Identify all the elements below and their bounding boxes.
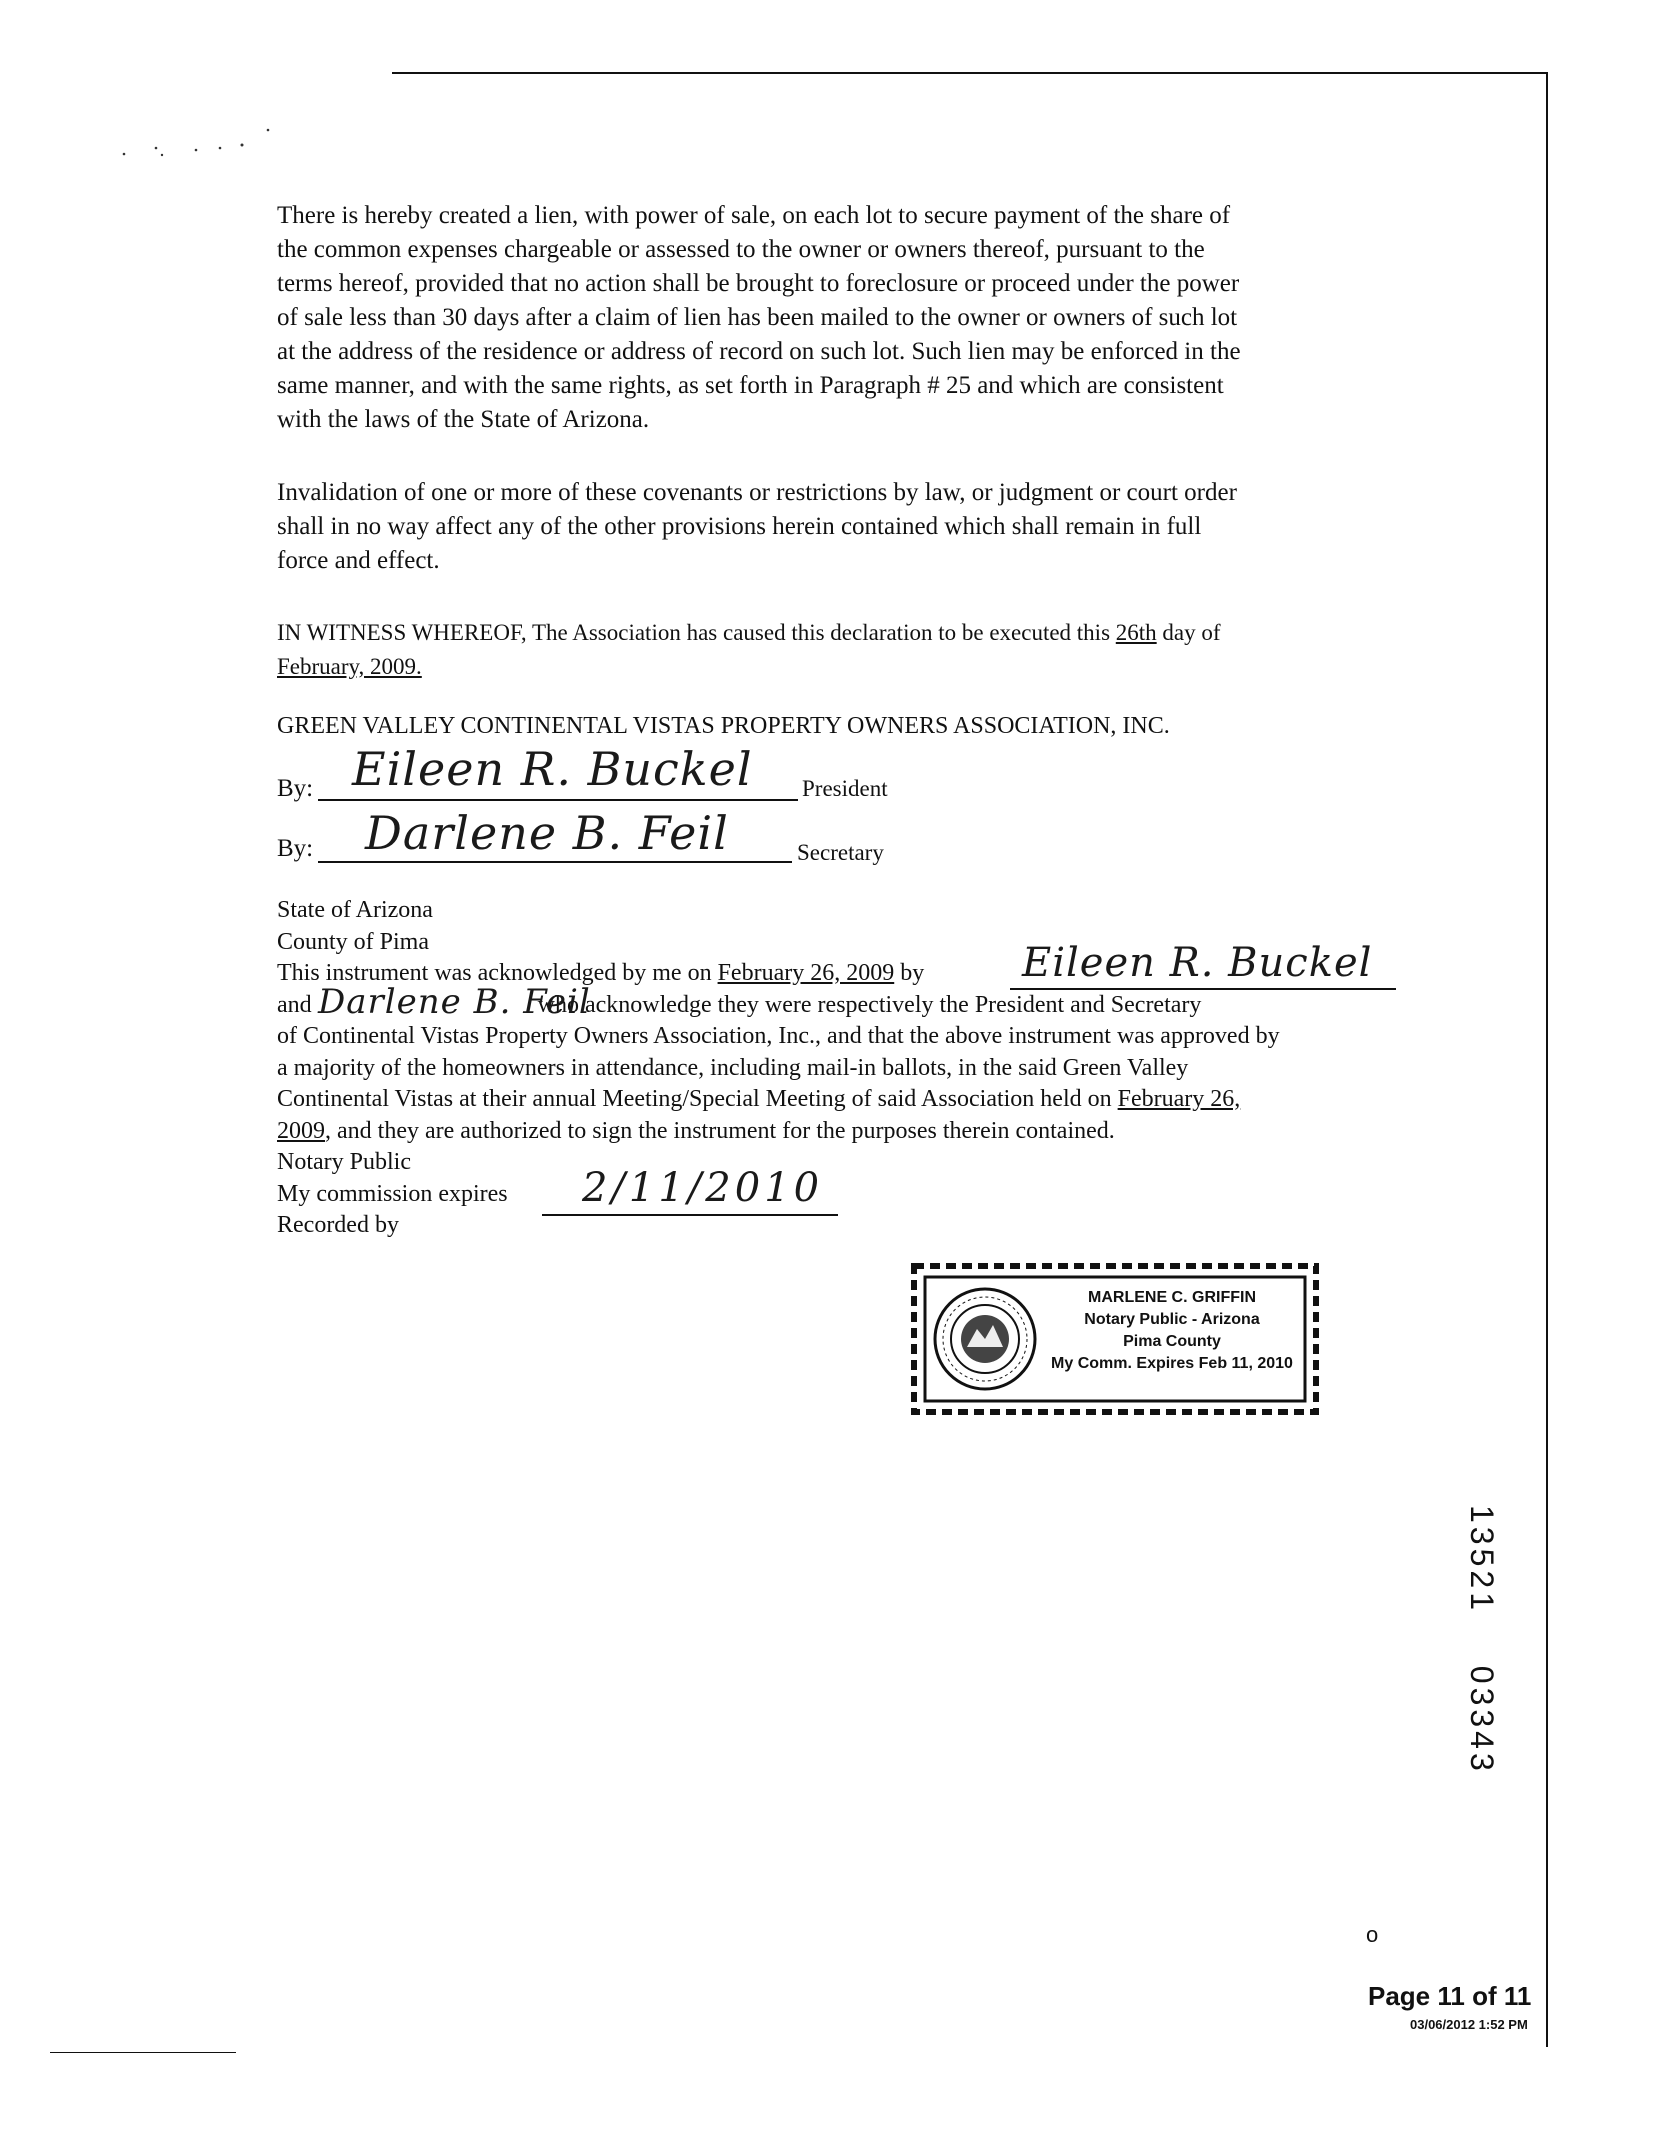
state-line: State of Arizona bbox=[277, 897, 433, 923]
witness-mid: day of bbox=[1156, 620, 1221, 645]
notary-stamp bbox=[911, 1263, 1319, 1415]
ack-line-3: of Continental Vistas Property Owners Association, Inc., and that the above instrument was approved by bbox=[277, 1023, 1280, 1049]
secretary-role: Secretary bbox=[797, 840, 884, 865]
commission-date-handwritten: 2/11/2010 bbox=[582, 1165, 824, 1211]
ack-signature-secretary: Darlene B. Feil bbox=[318, 982, 591, 1022]
ack-and: and bbox=[277, 991, 318, 1018]
secretary-signature: Darlene B. Feil bbox=[365, 806, 729, 860]
text-line: shall in no way affect any of the other provisions herein contained which shall remain in full bbox=[277, 513, 1202, 540]
text-line: Invalidation of one or more of these covenants or restrictions by law, or judgment or court order bbox=[277, 479, 1237, 506]
witness-date: February, 2009. bbox=[277, 654, 422, 679]
great-seal-of-arizona-icon bbox=[931, 1285, 1039, 1393]
by-label-secretary: By: bbox=[277, 835, 314, 862]
ack-line-4: a majority of the homeowners in attendance, including mail-in ballots, in the said Green Valley bbox=[277, 1054, 1189, 1081]
ack-line6-rest: , and they are authorized to sign the instrument for the purposes therein contained. bbox=[325, 1117, 1115, 1144]
bottom-left-line bbox=[50, 2052, 236, 2053]
ack-line-5 bbox=[277, 1084, 1280, 1116]
stamp-notary-title: Notary Public - Arizona bbox=[1084, 1311, 1260, 1328]
ack-line-6 bbox=[277, 1116, 1280, 1148]
text-line: with the laws of the State of Arizona. bbox=[277, 406, 650, 433]
lien-paragraph bbox=[277, 199, 1241, 437]
meeting-date-part1: February 26, bbox=[1117, 1086, 1241, 1112]
ack-by: by bbox=[894, 960, 925, 986]
county-line: County of Pima bbox=[277, 928, 430, 955]
stamp-county: Pima County bbox=[1123, 1333, 1221, 1350]
text-line: terms hereof, provided that no action shall be brought to foreclosure or proceed under the power bbox=[277, 270, 1240, 297]
scan-specks bbox=[118, 126, 278, 166]
notary-line: Notary Public bbox=[277, 1149, 411, 1175]
by-label-president: By: bbox=[277, 775, 314, 802]
recorded-by-line: Recorded by bbox=[277, 1212, 399, 1238]
stamp-notary-name: MARLENE C. GRIFFIN bbox=[1088, 1289, 1256, 1306]
right-border-line bbox=[1546, 72, 1548, 2047]
stamp-expiration: My Comm. Expires Feb 11, 2010 bbox=[1051, 1355, 1293, 1372]
invalidation-paragraph bbox=[277, 476, 1237, 578]
president-role: President bbox=[802, 776, 888, 801]
side-number-2: 03343 bbox=[1464, 1665, 1500, 1775]
top-border-line bbox=[392, 72, 1548, 74]
speck-marks-icon bbox=[118, 126, 278, 166]
side-number-1: 13521 bbox=[1464, 1505, 1500, 1614]
president-signature: Eileen R. Buckel bbox=[352, 742, 753, 796]
witness-clause bbox=[277, 616, 1221, 684]
text-line: the common expenses chargeable or assessed to the owner or owners thereof, pursuant to the bbox=[277, 236, 1205, 263]
witness-line bbox=[277, 616, 1221, 650]
commission-label: My commission expires bbox=[277, 1180, 508, 1207]
commission-date-line bbox=[542, 1214, 838, 1216]
ack-prefix: This instrument was acknowledged by me on bbox=[277, 960, 718, 986]
president-signature-line bbox=[318, 799, 798, 801]
text-line: of sale less than 30 days after a claim of lien has been mailed to the owner or owners of such lot bbox=[277, 304, 1238, 331]
ack-signature-president: Eileen R. Buckel bbox=[1022, 940, 1373, 986]
stamp-text bbox=[1037, 1287, 1307, 1375]
text-line: at the address of the residence or address of record on such lot. Such lien may be enforced in the bbox=[277, 338, 1241, 365]
ack-line5-prefix: Continental Vistas at their annual Meeting/Special Meeting of said Association held on bbox=[277, 1086, 1118, 1112]
text-line: same manner, and with the same rights, as set forth in Paragraph # 25 and which are consistent bbox=[277, 372, 1224, 399]
ack-signature-line-1 bbox=[1010, 988, 1396, 990]
print-timestamp: 03/06/2012 1:52 PM bbox=[1410, 2017, 1528, 2032]
page-number: Page 11 of 11 bbox=[1368, 1981, 1532, 2011]
side-recording-number bbox=[1463, 1505, 1500, 1775]
secretary-signature-line bbox=[318, 861, 792, 863]
text-line: There is hereby created a lien, with power of sale, on each lot to secure payment of the share of bbox=[277, 202, 1231, 229]
witness-day: 26th bbox=[1115, 620, 1157, 645]
meeting-date-part2: 2009 bbox=[277, 1117, 325, 1144]
association-name: GREEN VALLEY CONTINENTAL VISTAS PROPERTY OWNERS ASSOCIATION, INC. bbox=[277, 713, 1170, 739]
ack-line2-rest: who acknowledge they were respectively the President and Secretary bbox=[531, 991, 1202, 1018]
witness-prefix: IN WITNESS WHEREOF, The Association has caused this declaration to be executed this bbox=[277, 620, 1116, 645]
ack-date: February 26, 2009 bbox=[717, 960, 895, 986]
text-line: force and effect. bbox=[277, 547, 440, 574]
footer-mark: o bbox=[1366, 1922, 1379, 1947]
